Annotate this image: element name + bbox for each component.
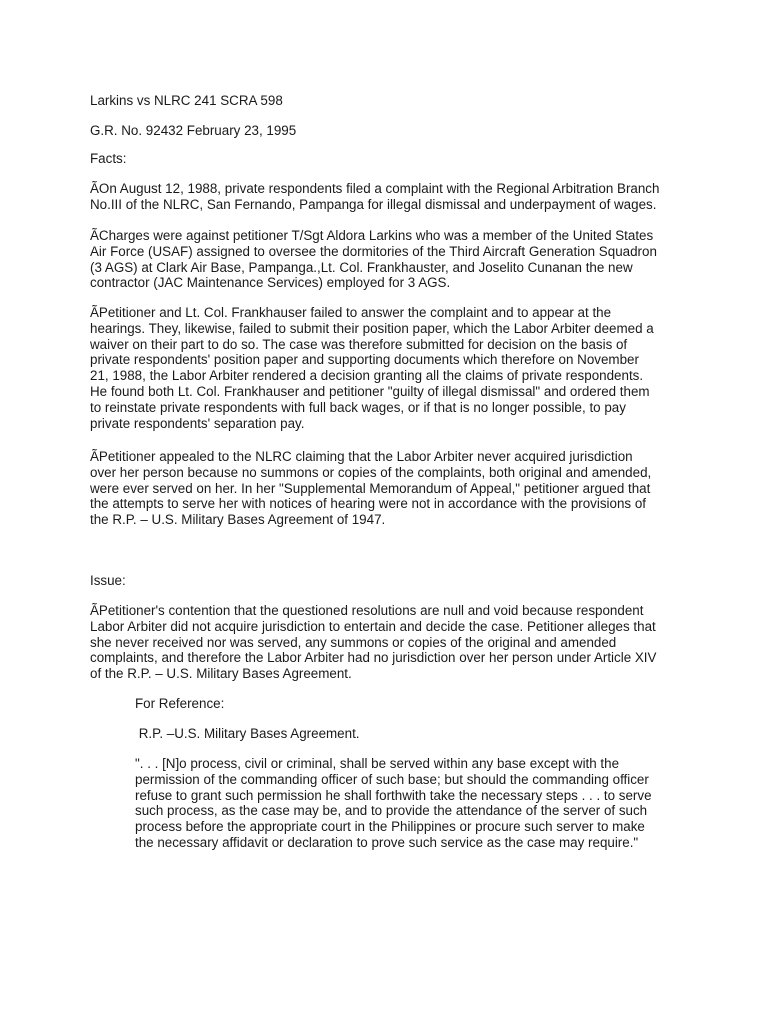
facts-paragraph-4: ÃPetitioner appealed to the NLRC claiming that the Labor Arbiter never acquired jurisdiction over her person because no summons or copies of the complaints, both original and amended, were ever served on her. In her "Supplemental Memorandum of Appeal," petitioner argued that the attempts to serve her with notices of hearing were not in accordance with the provisions of the R.P. – U.S. Military Bases Agreement of 1947. <box>90 449 652 528</box>
facts-paragraph-2: ÃCharges were against petitioner T/Sgt Aldora Larkins who was a member of the United States Air Force (USAF) assigned to oversee the dormitories of the Third Aircraft Generation Squadron (3 AGS) at Clark Air Base, Pampanga.,Lt. Col. Frankhauster, and Joselito Cunanan the new contractor (JAC Maintenance Services) employed for 3 AGS. <box>90 228 657 291</box>
gr-number: G.R. No. 92432 February 23, 1995 <box>90 123 297 138</box>
reference-heading: For Reference: <box>135 696 225 711</box>
case-title: Larkins vs NLRC 241 SCRA 598 <box>90 93 283 108</box>
reference-quote: ". . . [N]o process, civil or criminal, shall be served within any base except with the permission of the commanding officer of such base; but should the commanding officer refuse to grant such permission he shall forthwith take the necessary steps . . . to serve such process, as the case may be, and to provide the attendance of the server of such process before the appropriate court in the Philippines or procure such server to make the necessary affidavit or declaration to prove such service as the case may require." <box>135 756 652 850</box>
facts-paragraph-1: ÃOn August 12, 1988, private respondents filed a complaint with the Regional Arbitration Branch No.III of the NLRC, San Fernando, Pampanga for illegal dismissal and underpayment of wages. <box>90 181 660 212</box>
issue-paragraph: ÃPetitioner's contention that the questioned resolutions are null and void because respondent Labor Arbiter did not acquire jurisdiction to entertain and decide the case. Petitioner alleges that she never received nor was served, any summons or copies of the original and amended complaints, and therefore the Labor Arbiter had no jurisdiction over her person under Article XIV of the R.P. – U.S. Military Bases Agreement. <box>90 603 657 682</box>
reference-title: R.P. –U.S. Military Bases Agreement. <box>135 726 360 741</box>
issue-heading: Issue: <box>90 573 126 588</box>
facts-paragraph-3: ÃPetitioner and Lt. Col. Frankhauser failed to answer the complaint and to appear at the hearings. They, likewise, failed to submit their position paper, which the Labor Arbiter deemed a waiver on their part to do so. The case was therefore submitted for decision on the basis of private respondents' position paper and supporting documents which therefore on November 21, 1988, the Labor Arbiter rendered a decision granting all the claims of private respondents. He found both Lt. Col. Frankhauser and petitioner "guilty of illegal dismissal" and ordered them to reinstate private respondents with full back wages, or if that is no longer possible, to pay private respondents' separation pay. <box>90 305 654 431</box>
facts-heading: Facts: <box>90 151 127 166</box>
